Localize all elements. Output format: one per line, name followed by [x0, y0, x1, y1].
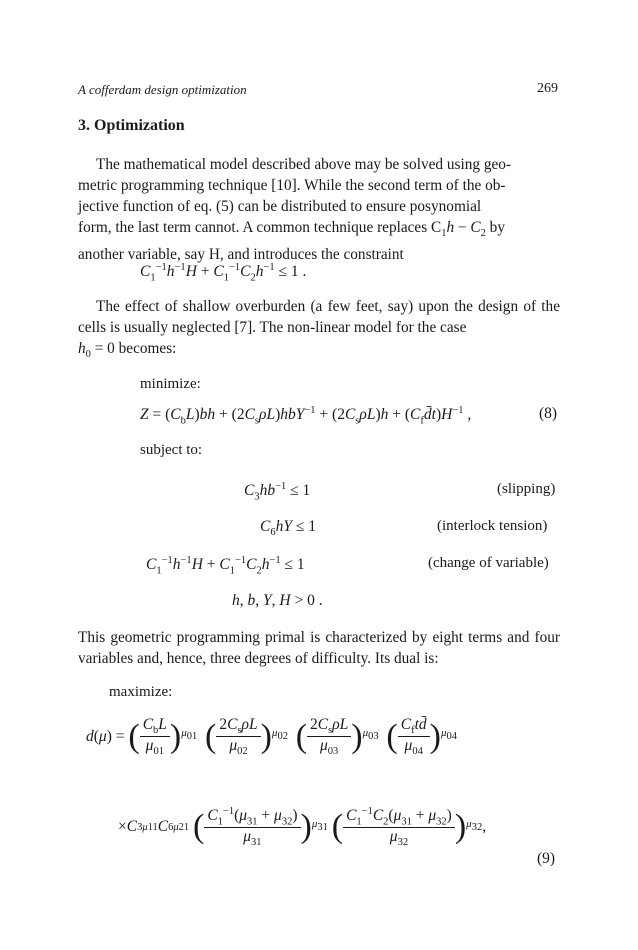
dual-objective-line-1: d ( μ ) = ( $\frac{C_bL}{\mu_{01}}$ ) $\mu_{01}$ ( $\frac{2C_s\rho L}{\mu_{02}}$ ) $\mu_{02}$ ( $\frac{2C_s\rho L}{\mu_{03}}$ ) $\mu_{03}$ ( $\frac{C_ftd̄}{\mu_{04}}$ ) $\mu_{04}$	[86, 716, 457, 758]
paragraph-1-line-5: another variable, say H, and introduces the constraint	[78, 246, 404, 264]
paragraph-2-last-line: $h_0 = 0$ becomes:	[78, 340, 177, 361]
minimize-label: minimize:	[140, 376, 201, 392]
paragraph-1-line-4-text: form, the last term cannot. A common technique replaces C	[78, 219, 442, 236]
dual-objective-line-2: × C 3 μ11 C 6 μ21 ( $\frac{C_1^{-1}(\mu_{31} + \mu_{32})}{\mu_{31}}$ ) $\mu_{31}$ ( $\frac{C_1^{-1}C_2(\mu_{31} + \mu_{32})}{\mu_{32}}$ ) $\mu_{32}$ ,	[118, 806, 487, 849]
positivity-constraint: h, b, Y, H > 0 .	[232, 592, 323, 609]
change-variable-label: (change of variable)	[428, 555, 549, 571]
equation-9-number: (9)	[537, 850, 556, 867]
slipping-label: (slipping)	[497, 481, 556, 497]
paragraph-2	[78, 296, 560, 365]
constraint-change-variable: $C_1^{-1}h^{-1}H + C_1^{-1}C_2h^{-1} \le 1$	[146, 555, 305, 577]
paragraph-1-line-1: The mathematical model described above may be solved using geo-	[96, 156, 512, 173]
constraint-slipping: $C_3hb^{-1} \le 1$	[244, 481, 311, 503]
constraint-equation: $C_1^{-1}h^{-1}H + C_1^{-1}C_2h^{-1} \le 1$ .	[140, 262, 307, 284]
paragraph-2-last-text: = 0 becomes:	[94, 340, 177, 357]
paragraph-1-line-2: metric programming technique [10]. While the second term of the ob-	[78, 177, 506, 194]
paragraph-3: This geometric programming primal is characterized by eight terms and four variables and, hence, three degrees of difficulty. Its dual is:	[78, 629, 560, 667]
section-heading: 3. Optimization	[78, 117, 185, 134]
page-number: 269	[537, 81, 558, 96]
subject-to-label: subject to:	[140, 442, 203, 458]
paragraph-1	[78, 154, 560, 265]
running-title: A cofferdam design optimization	[78, 82, 247, 97]
paragraph-2-text: The effect of shallow overburden (a few feet, say) upon the design of the cells is usually neglected [7]. The non-linear model for the case	[78, 298, 560, 336]
equation-8-number: (8)	[539, 405, 558, 422]
maximize-label: maximize:	[109, 684, 173, 700]
constraint-interlock: $C_6hY \le 1$	[260, 518, 316, 539]
paragraph-1-line-3: jective function of eq. (5) can be distributed to ensure posynomial	[78, 198, 482, 215]
objective-equation: $Z = (C_bL)bh + (2C_s\rho L)hbY^{-1} + (2C_s\rho L)h$ + $(C_fd̄t)H^{-1}$ ,	[140, 405, 472, 427]
paragraph-1-line-4: form, the last term cannot. A common technique replaces $C_1h - C_2$ by	[78, 219, 505, 240]
interlock-label: (interlock tension)	[437, 518, 548, 534]
